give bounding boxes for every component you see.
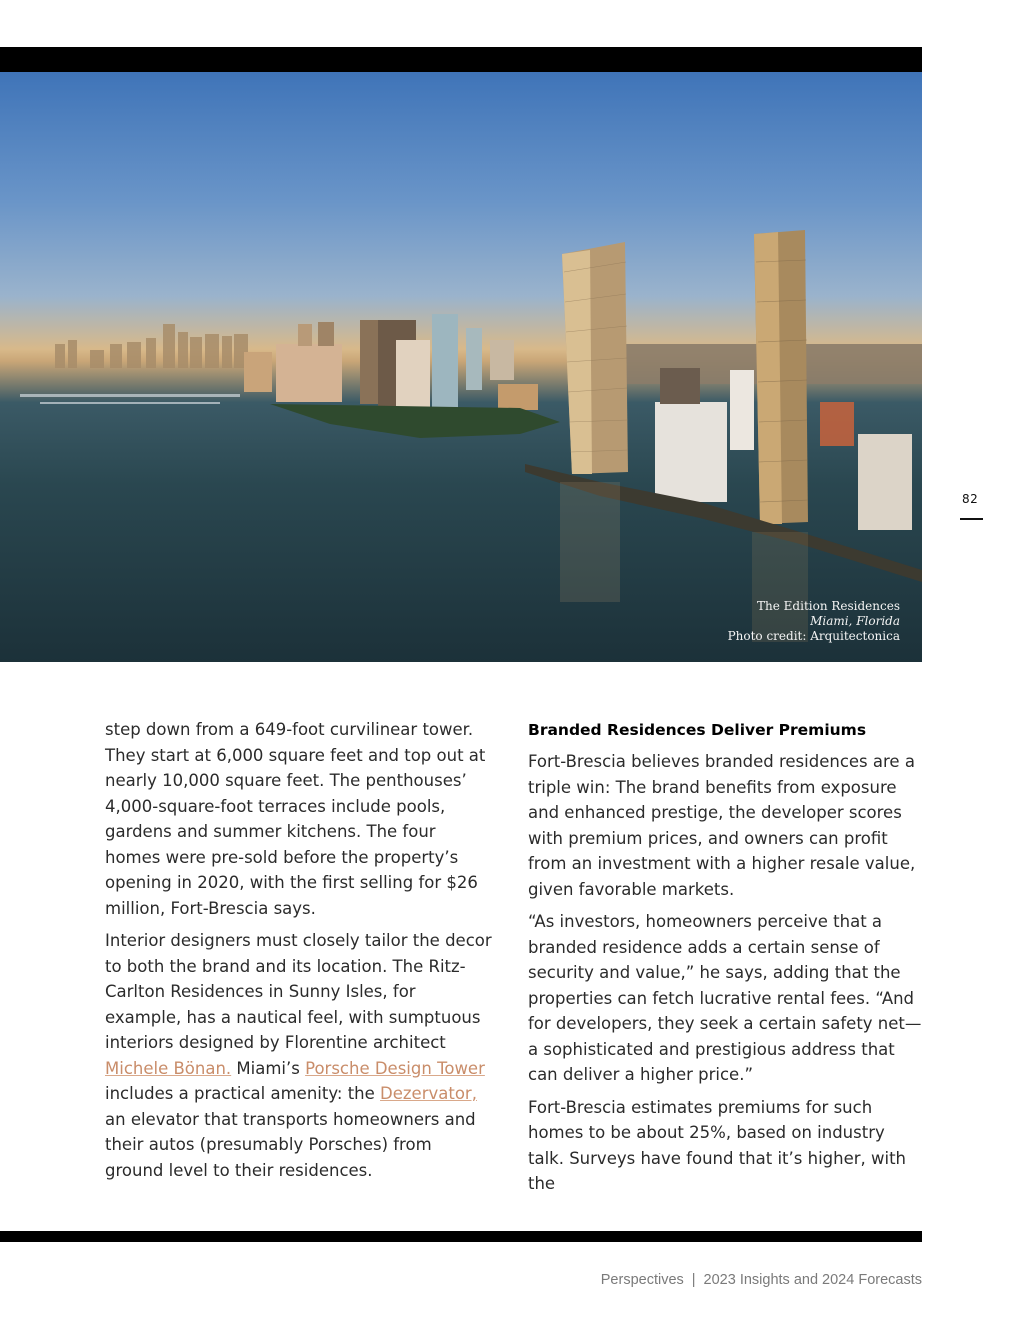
skyline-photo — [0, 72, 922, 662]
right-paragraph-3: Fort-Brescia estimates premiums for such homes to be about 25%, based on industry talk. Surveys have found that it’s higher, with the — [528, 1097, 907, 1193]
right-column — [528, 717, 923, 1204]
page-footer — [601, 1272, 922, 1288]
link-porsche-design-tower[interactable]: Porsche Design Tower — [305, 1058, 485, 1078]
footer-publication: Perspectives — [600, 1272, 684, 1288]
right-paragraph-1: Fort-Brescia believes branded residences are a triple win: The brand benefits from exposure and enhanced prestige, the developer scores with premium prices, and owners can profit from an investment with a higher resale value, given favorable markets. — [528, 752, 916, 899]
photo-caption — [728, 599, 900, 644]
text-run: includes a practical amenity: the — [105, 1084, 381, 1103]
footer-separator: | — [691, 1272, 696, 1288]
page-number: 82 — [962, 492, 979, 506]
left-column — [105, 717, 495, 1190]
section-heading: Branded Residences Deliver Premiums — [528, 721, 867, 739]
right-paragraph-2: “As investors, homeowners perceive that a branded residence adds a certain sense of security and value,” he says, adding that the properties can fetch lucrative rental fees. “And for developers, they seek a certain safety net—a sophisticated and prestigious address that can deliver a higher price.” — [528, 912, 922, 1084]
text-run: an elevator that transports homeowners and their autos (presumably Porsches) from ground level to their residences. — [105, 1109, 476, 1180]
text-run: Interior designers must closely tailor the decor to both the brand and its location. The Ritz-Carlton Residences in Sunny Isles, for example, has a nautical feel, with sumptuous interiors designed by Florentine architect — [105, 931, 492, 1052]
footer-issue: 2023 Insights and 2024 Forecasts — [703, 1272, 922, 1288]
caption-location: Miami, Florida — [810, 614, 900, 628]
left-paragraph-1: step down from a 649-foot curvilinear tower. They start at 6,000 square feet and top out at nearly 10,000 square feet. The penthouses’ 4,000-square-foot terraces include pools, gardens and summer kitchens. The four homes were pre-sold before the property’s opening in 2020, with the first selling for $26 million, Fort-Brescia says. — [105, 720, 486, 918]
page-number-underline — [960, 518, 983, 520]
skyline-illustration — [0, 72, 922, 662]
bottom-black-rule — [0, 1231, 922, 1242]
top-black-rule — [0, 47, 922, 72]
left-paragraph-2 — [105, 928, 495, 1183]
link-dezervator[interactable]: Dezervator, — [380, 1084, 477, 1103]
caption-credit: Photo credit: Arquitectonica — [727, 629, 900, 643]
caption-title: The Edition Residences — [757, 599, 900, 613]
link-michele-bonan[interactable]: Michele Bönan. — [105, 1058, 232, 1078]
text-run: Miami’s — [231, 1058, 306, 1078]
